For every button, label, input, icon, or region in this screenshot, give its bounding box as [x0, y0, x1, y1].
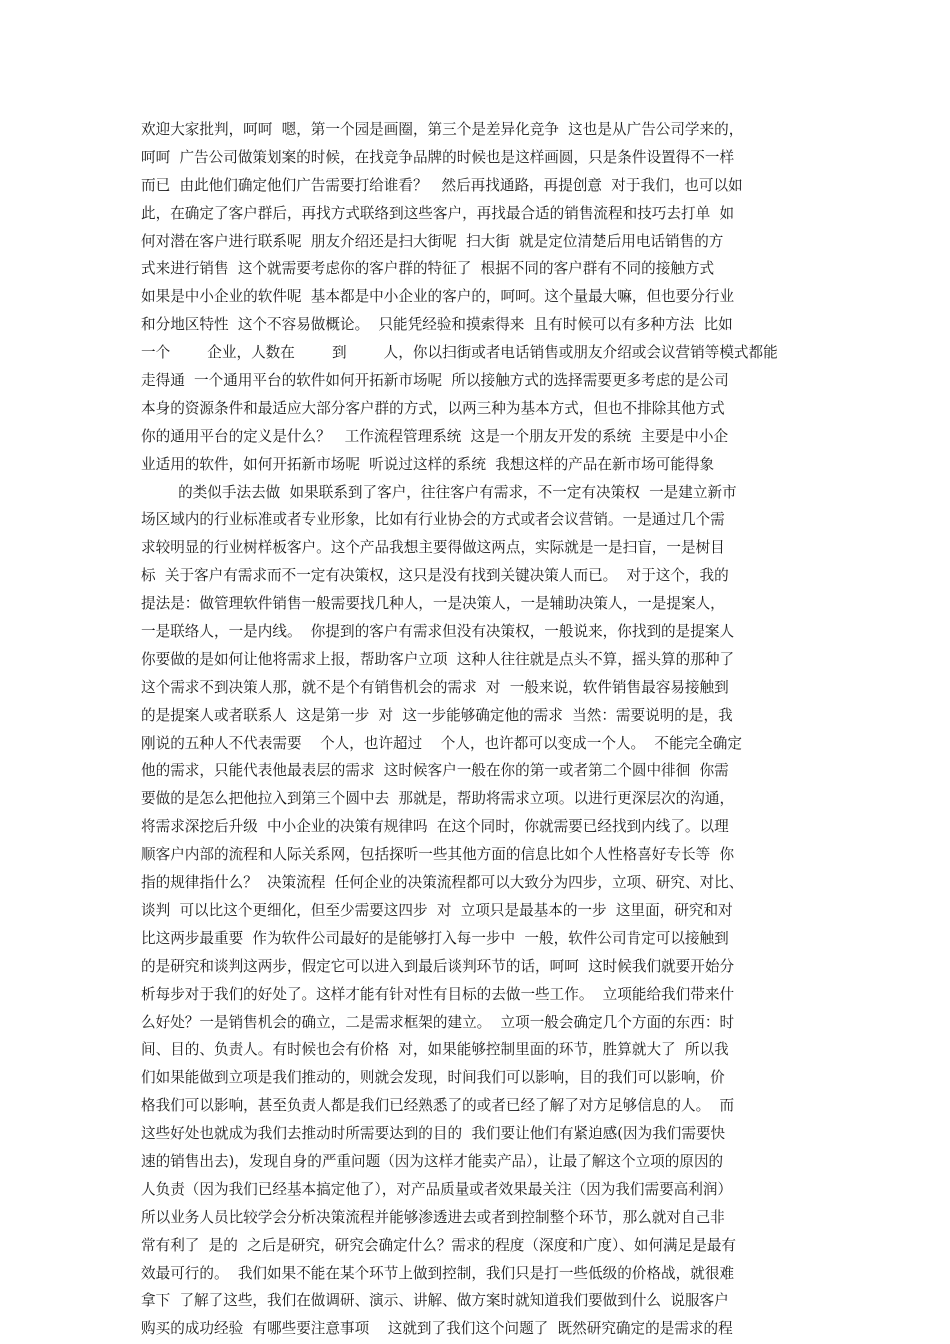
- text-line: 提法是：做管理软件销售一般需要找几种人，一是决策人，一是辅助决策人，一是提案人，: [141, 595, 725, 613]
- text-line: 常有利了 是的 之后是研究，研究会确定什么？需求的程度（深度和广度）、如何满足是最有: [141, 1236, 737, 1254]
- text-line: 此，在确定了客户群后，再找方式联络到这些客户，再找最合适的销售流程和技巧去打单 如: [141, 204, 735, 222]
- text-line: 和分地区特性 这个不容易做概论。 只能凭经验和摸索得来 且有时候可以有多种方法 比如: [141, 316, 733, 334]
- text-line: 场区域内的行业标准或者专业形象，比如有行业协会的方式或者会议营销。一是通过几个需: [141, 511, 725, 529]
- text-line: 你的通用平台的定义是什么？ 工作流程管理系统 这是一个朋友开发的系统 主要是中小企: [141, 427, 729, 445]
- text-line: 你要做的是如何让他将需求上报，帮助客户立项 这种人往往就是点头不算，摇头算的那种了: [141, 650, 735, 668]
- text-line: 比这两步最重要 作为软件公司最好的是能够打入每一步中 一般，软件公司肯定可以接触到: [141, 929, 729, 947]
- text-line: 所以业务人员比较学会分析决策流程并能够渗透进去或者到控制整个环节，那么就对自己非: [141, 1208, 725, 1226]
- text-line: 的是研究和谈判这两步，假定它可以进入到最后谈判环节的话，呵呵 这时候我们就要开始分: [141, 957, 735, 975]
- text-line: 间、目的、负责人。有时候也会有价格 对，如果能够控制里面的环节，胜算就大了 所以我: [141, 1041, 729, 1059]
- text-line: 如果是中小企业的软件呢 基本都是中小企业的客户的，呵呵。这个量最大嘛，但也要分行业: [141, 288, 735, 306]
- text-line: 一是联络人，一是内线。 你提到的客户有需求但没有决策权，一般说来，你找到的是提案人: [141, 623, 735, 641]
- text-line: 欢迎大家批判，呵呵 嗯，第一个园是画圈，第三个是差异化竞争 这也是从广告公司学来的，: [141, 121, 744, 138]
- text-line: 购买的成功经验 有哪些要注意事项 这就到了我们这个问题了 既然研究确定的是需求的程: [141, 1320, 733, 1338]
- text-line: 要做的是怎么把他拉入到第三个圆中去 那就是，帮助将需求立项。以进行更深层次的沟通，: [141, 790, 735, 808]
- text-line: 么好处？一是销售机会的确立，二是需求框架的建立。 立项一般会确定几个方面的东西：时: [141, 1013, 735, 1031]
- text-line: 一个 企业，人数在 到 人，你以扫街或者电话销售或朋友介绍或会议营销等模式都能: [141, 344, 778, 362]
- text-line: 速的销售出去)，发现自身的严重问题（因为这样才能卖产品），让最了解这个立项的原因的: [141, 1152, 724, 1170]
- text-line: 走得通 一个通用平台的软件如何开拓新市场呢 所以接触方式的选择需要更多考虑的是公司: [141, 372, 729, 390]
- text-line: 将需求深挖后升级 中小企业的决策有规律吗 在这个同时，你就需要已经找到内线了。以理: [141, 818, 729, 836]
- text-line: 人负责（因为我们已经基本搞定他了），对产品质量或者效果最关注（因为我们需要高利润）: [141, 1180, 733, 1198]
- text-line: 拿下 了解了这些，我们在做调研、演示、讲解、做方案时就知道我们要做到什么 说服客户: [141, 1292, 729, 1310]
- text-line: 的类似手法去做 如果联系到了客户，往往客户有需求，不一定有决策权 一是建立新市: [141, 483, 737, 501]
- text-line: 的是提案人或者联系人 这是第一步 对 这一步能够确定他的需求 当然：需要说明的是，我: [141, 706, 733, 724]
- text-line: 效最可行的。 我们如果不能在某个环节上做到控制，我们只是打一些低级的价格战，就很难: [141, 1264, 735, 1282]
- text-line: 这些好处也就成为我们去推动时所需要达到的目的 我们要让他们有紧迫感(因为我们需要快: [141, 1125, 726, 1143]
- text-line: 谈判 可以比这个更细化，但至少需要这四步 对 立项只是最基本的一步 这里面，研究和对: [141, 901, 733, 919]
- text-line: 析每步对于我们的好处了。这样才能有针对性有目标的去做一些工作。 立项能给我们带来什: [141, 985, 735, 1003]
- text-line: 式来进行销售 这个就需要考虑你的客户群的特征了 根据不同的客户群有不同的接触方式: [141, 260, 715, 278]
- text-line: 他的需求，只能代表他最表层的需求 这时候客户一般在你的第一或者第二个圆中徘徊 你需: [141, 762, 729, 780]
- text-line: 何对潜在客户进行联系呢 朋友介绍还是扫大街呢 扫大街 就是定位清楚后用电话销售的方: [141, 232, 724, 250]
- text-line: 本身的资源条件和最适应大部分客户群的方式，以两三种为基本方式，但也不排除其他方式: [141, 399, 725, 417]
- text-line: 格我们可以影响，甚至负责人都是我们已经熟悉了的或者已经了解了对方足够信息的人。 而: [141, 1097, 735, 1115]
- text-line: 标 关于客户有需求而不一定有决策权，这只是没有找到关键决策人而已。 对于这个，我的: [141, 567, 729, 585]
- text-line: 刚说的五种人不代表需要 个人，也许超过 个人，也许都可以变成一个人。 不能完全确定: [141, 734, 742, 752]
- text-line: 顺客户内部的流程和人际关系网，包括探听一些其他方面的信息比如个人性格喜好专长等 你: [141, 846, 735, 864]
- text-line: 这个需求不到决策人那，就不是个有销售机会的需求 对 一般来说，软件销售最容易接触到: [141, 678, 729, 696]
- text-line: 业适用的软件，如何开拓新市场呢 听说过这样的系统 我想这样的产品在新市场可能得象: [141, 455, 715, 473]
- text-line: 们如果能做到立项是我们推动的，则就会发现，时间我们可以影响，目的我们可以影响，价: [141, 1069, 725, 1087]
- text-line: 指的规律指什么？ 决策流程 任何企业的决策流程都可以大致分为四步，立项、研究、对比、: [141, 874, 744, 892]
- text-line: 而已 由此他们确定他们广告需要打给谁看？ 然后再找通路，再提创意 对于我们，也可以如: [141, 176, 743, 194]
- text-line: 呵呵 广告公司做策划案的时候，在找竞争品牌的时候也是这样画圆，只是条件设置得不一样: [141, 148, 735, 166]
- body-text: [141, 116, 811, 1343]
- text-line: 求较明显的行业树样板客户。这个产品我想主要得做这两点，实际就是一是扫盲，一是树目: [141, 539, 725, 557]
